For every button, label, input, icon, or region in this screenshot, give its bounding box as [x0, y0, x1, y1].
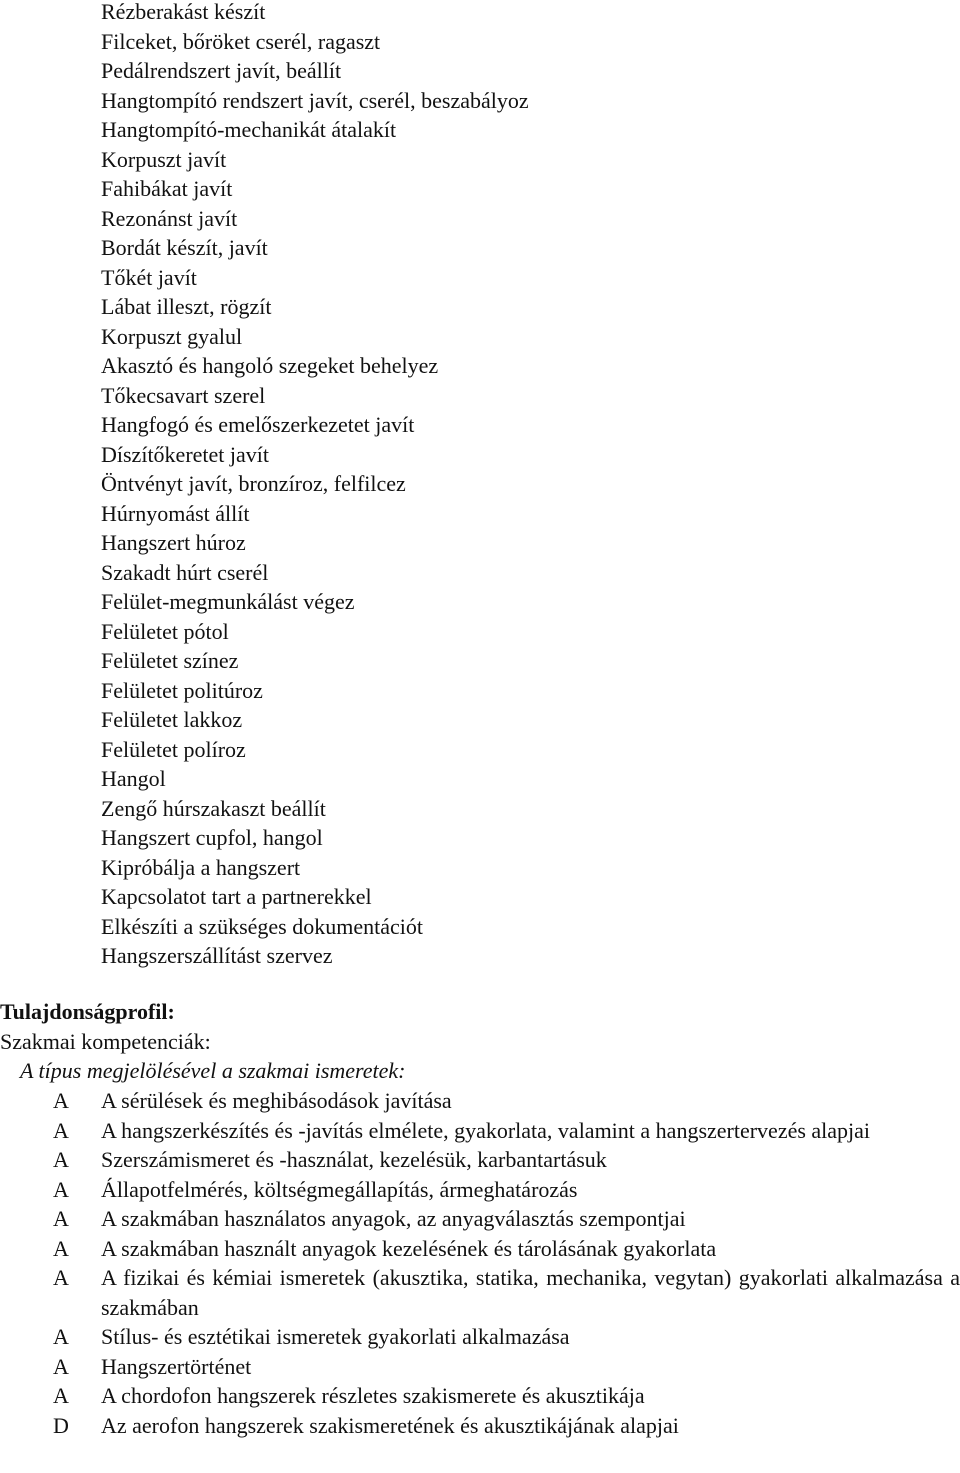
knowledge-text: Stílus- és esztétikai ismeretek gyakorlati alkalmazása — [101, 1324, 570, 1349]
task-item: Hangszert húroz — [101, 530, 246, 555]
knowledge-type: A — [53, 1088, 69, 1113]
task-item: Tőkecsavart szerel — [101, 382, 266, 408]
knowledge-type: A — [53, 1265, 69, 1290]
task-item: Hangszerszállítást szervez — [101, 943, 333, 968]
knowledge-item — [0, 1145, 960, 1175]
task-item: Pedálrendszert javít, beállít — [101, 58, 342, 83]
knowledge-item — [0, 1322, 960, 1352]
task-item: Felület-megmunkálást végez — [101, 589, 355, 614]
task-item: Öntvényt javít, bronzíroz, felfilcez — [101, 471, 406, 496]
knowledge-type: A — [53, 1353, 69, 1379]
knowledge-list — [0, 1086, 960, 1440]
task-item: Hangol — [101, 766, 166, 791]
task-item: Filceket, bőröket cserél, ragaszt — [101, 28, 381, 54]
knowledge-item — [0, 1352, 960, 1382]
knowledge-text: A hangszerkészítés és -javítás elmélete, gyakorlata, valamint a hangszertervezés alapjai — [101, 1117, 871, 1143]
task-list — [101, 0, 529, 971]
knowledge-type: A — [53, 1206, 69, 1231]
task-item: Lábat illeszt, rögzít — [101, 294, 272, 319]
knowledge-text: Hangszertörténet — [101, 1353, 252, 1379]
task-item: Hangszert cupfol, hangol — [101, 825, 323, 850]
task-item: Korpuszt javít — [101, 146, 227, 172]
knowledge-type: A — [53, 1235, 69, 1261]
task-item: Tőkét javít — [101, 264, 197, 290]
knowledge-type: A — [53, 1324, 69, 1349]
knowledge-type: A — [53, 1383, 69, 1408]
knowledge-text: A fizikai és kémiai ismeretek (akusztika, statika, mechanika, vegytan) gyakorlati alkalmazása a szakmában — [101, 1265, 960, 1320]
task-item: Fahibákat javít — [101, 176, 233, 201]
profile-title: Tulajdonságprofil: — [0, 999, 175, 1024]
knowledge-type: D — [53, 1412, 69, 1438]
competence-profile — [0, 997, 960, 1440]
task-item: Felületet színez — [101, 648, 239, 673]
knowledge-type: A — [53, 1147, 69, 1172]
task-item: Felületet politúroz — [101, 677, 263, 703]
task-item: Rezonánst javít — [101, 205, 238, 231]
task-item: Hangtompító rendszert javít, cserél, beszabályoz — [101, 87, 529, 113]
knowledge-item — [0, 1263, 960, 1322]
knowledge-item — [0, 1234, 960, 1264]
task-item: Korpuszt gyalul — [101, 323, 243, 349]
knowledge-type: A — [53, 1117, 69, 1143]
knowledge-item — [0, 1086, 960, 1116]
task-item: Kapcsolatot tart a partnerekkel — [101, 884, 372, 909]
task-item: Kipróbálja a hangszert — [101, 854, 301, 880]
task-item: Bordát készít, javít — [101, 235, 268, 260]
task-item: Akasztó és hangoló szegeket behelyez — [101, 353, 439, 378]
task-item: Rézberakást készít — [101, 0, 266, 24]
knowledge-text: Állapotfelmérés, költségmegállapítás, ármeghatározás — [101, 1176, 578, 1202]
task-item: Húrnyomást állít — [101, 500, 250, 526]
task-item: Hangtompító-mechanikát átalakít — [101, 117, 397, 142]
knowledge-text: A szakmában használatos anyagok, az anyagválasztás szempontjai — [101, 1206, 686, 1231]
knowledge-item — [0, 1175, 960, 1205]
task-item: Felületet políroz — [101, 736, 246, 762]
knowledge-text: Az aerofon hangszerek szakismeretének és akusztikájának alapjai — [101, 1412, 679, 1438]
knowledge-text: A szakmában használt anyagok kezelésének és tárolásának gyakorlata — [101, 1235, 717, 1261]
task-item: Zengő húrszakaszt beállít — [101, 795, 326, 821]
knowledge-text: Szerszámismeret és -használat, kezelésük, karbantartásuk — [101, 1147, 607, 1172]
knowledge-text: A sérülések és meghibásodások javítása — [101, 1088, 452, 1113]
knowledge-item — [0, 1116, 960, 1146]
knowledge-type: A — [53, 1176, 69, 1202]
profile-subtitle: Szakmai kompetenciák: — [0, 1029, 211, 1054]
knowledge-text: A chordofon hangszerek részletes szakismerete és akusztikája — [101, 1383, 645, 1408]
task-item: Szakadt húrt cserél — [101, 559, 269, 585]
profile-note: A típus megjelölésével a szakmai ismeretek: — [20, 1058, 406, 1083]
task-item: Elkészíti a szükséges dokumentációt — [101, 913, 423, 939]
task-item: Felületet pótol — [101, 618, 229, 644]
knowledge-item — [0, 1204, 960, 1234]
knowledge-item — [0, 1411, 960, 1441]
task-item: Hangfogó és emelőszerkezetet javít — [101, 412, 415, 437]
knowledge-item — [0, 1381, 960, 1411]
task-item: Díszítőkeretet javít — [101, 441, 269, 467]
task-item: Felületet lakkoz — [101, 707, 243, 732]
